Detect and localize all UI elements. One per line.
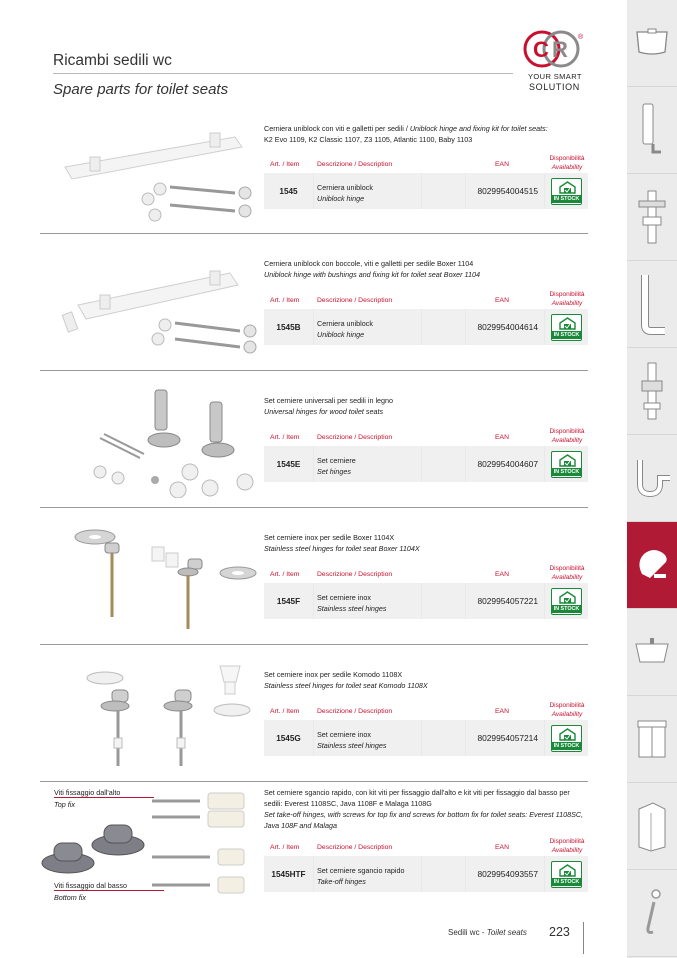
product-description — [264, 669, 592, 691]
footer-divider — [583, 922, 584, 954]
sidebar-item-flush-pipe[interactable] — [627, 87, 677, 174]
bottom-fix-label-en: Bottom fix — [54, 893, 86, 902]
product-description — [264, 532, 592, 554]
row-description-en: Stainless steel hinges — [317, 741, 387, 750]
warehouse-icon — [559, 181, 576, 194]
in-stock-label: IN STOCK — [553, 331, 580, 338]
sink-icon — [632, 636, 672, 668]
header-avail-it: Disponibilità — [549, 702, 585, 709]
row-description — [314, 446, 421, 482]
svg-text:®: ® — [578, 34, 584, 41]
availability-cell — [545, 173, 588, 209]
in-stock-badge — [551, 588, 582, 615]
product-section-1545e — [40, 370, 588, 507]
product-description — [264, 787, 590, 831]
header-art: Art. / Item — [270, 708, 300, 715]
logo-tagline-2: SOLUTION — [529, 82, 580, 92]
vanity-cabinet-icon — [634, 717, 670, 761]
sidebar-item-shower[interactable] — [627, 783, 677, 870]
header-ean: EAN — [495, 434, 509, 441]
header-availability — [544, 155, 590, 172]
description-it: Set cerniere inox per sedile Komodo 1108X — [264, 670, 403, 679]
row-description-it: Set cerniere inox — [317, 730, 371, 739]
row-description-en: Stainless steel hinges — [317, 604, 387, 613]
warehouse-icon — [559, 317, 576, 330]
blank-cell — [422, 309, 465, 345]
header-art: Art. / Item — [270, 844, 300, 851]
article-code: 1545HTF — [264, 856, 313, 892]
footer-section-en: Toilet seats — [486, 928, 527, 937]
header-avail-it: Disponibilità — [549, 838, 585, 845]
ean-code: 8029954004614 — [466, 309, 544, 345]
header-avail-en: Availability — [551, 573, 583, 581]
header-art: Art. / Item — [270, 434, 300, 441]
description-en: Universal hinges for wood toilet seats — [264, 407, 384, 416]
product-section-1545htf — [40, 781, 588, 911]
header-description: Descrizione / Description — [317, 297, 393, 304]
description-it: Set cerniere inox per sedile Boxer 1104X — [264, 533, 395, 542]
warehouse-icon — [559, 454, 576, 467]
table-row — [264, 856, 588, 892]
blank-cell — [422, 583, 465, 619]
description-it: Cerniera uniblock con viti e galletti per sedili / — [264, 124, 410, 133]
table-row — [264, 309, 588, 345]
sidebar-item-siphon[interactable] — [627, 435, 677, 522]
logo-tagline-1: YOUR SMART — [528, 72, 582, 81]
article-code: 1545E — [264, 446, 313, 482]
header-avail-it: Disponibilità — [549, 565, 585, 572]
ean-code: 8029954057221 — [466, 583, 544, 619]
article-code: 1545G — [264, 720, 313, 756]
blank-cell — [422, 446, 465, 482]
header-avail-en: Availability — [551, 846, 583, 854]
footer-section — [448, 928, 527, 937]
flush-valve-icon — [637, 359, 667, 423]
article-code: 1545 — [264, 173, 313, 209]
page-number: 223 — [549, 925, 570, 939]
description-it-line2: K2 Evo 1109, K2 Classic 1107, Z3 1105, Atlantic 1100, Baby 1103 — [264, 135, 473, 144]
siphon-icon — [632, 456, 672, 500]
header-description: Descrizione / Description — [317, 708, 393, 715]
uniblock-hinge-bushings-image — [60, 243, 260, 361]
in-stock-badge — [551, 725, 582, 752]
sidebar-item-toilet-seats[interactable] — [627, 522, 677, 609]
table-row — [264, 173, 588, 209]
header-description: Descrizione / Description — [317, 434, 393, 441]
availability-cell — [545, 856, 588, 892]
sidebar-item-sink[interactable] — [627, 609, 677, 696]
in-stock-label: IN STOCK — [553, 742, 580, 749]
stainless-hinges-boxer-image — [60, 517, 260, 635]
bottom-fix-callout-line — [54, 890, 164, 891]
product-description — [264, 258, 592, 280]
product-description — [264, 123, 592, 145]
row-description-en: Take-off hinges — [317, 877, 366, 886]
header-availability — [544, 702, 590, 719]
toilet-seat-icon — [634, 548, 670, 582]
blank-cell — [422, 720, 465, 756]
row-description — [314, 856, 421, 892]
description-en: Set take-off hinges, with screws for top fix and screws for bottom fix for toilet seats: Everest 1108SC, Java 108F and Malaga — [264, 810, 584, 830]
in-stock-label: IN STOCK — [553, 195, 580, 202]
row-description-it: Set cerniere — [317, 456, 356, 465]
header-divider — [53, 73, 513, 74]
footer-section-it: Sedili wc - — [448, 928, 487, 937]
ean-code: 8029954057214 — [466, 720, 544, 756]
row-description — [314, 583, 421, 619]
warehouse-icon — [559, 864, 576, 877]
header-ean: EAN — [495, 297, 509, 304]
header-avail-en: Availability — [551, 299, 583, 307]
page-subtitle: Spare parts for toilet seats — [53, 81, 229, 98]
header-ean: EAN — [495, 844, 509, 851]
svg-text:C: C — [533, 37, 549, 62]
in-stock-label: IN STOCK — [553, 605, 580, 612]
row-description-it: Cerniera uniblock — [317, 183, 373, 192]
svg-text:R: R — [552, 37, 568, 62]
row-description-en: Set hinges — [317, 467, 351, 476]
in-stock-badge — [551, 178, 582, 205]
header-avail-en: Availability — [551, 710, 583, 718]
header-art: Art. / Item — [270, 297, 300, 304]
stainless-hinges-komodo-image — [60, 654, 260, 772]
uniblock-hinge-image — [60, 107, 260, 225]
cistern-icon — [634, 28, 670, 58]
in-stock-label: IN STOCK — [553, 468, 580, 475]
cr-logo-mark — [523, 30, 585, 68]
universal-hinges-image — [60, 380, 260, 498]
sidebar-item-bend-pipe[interactable] — [627, 261, 677, 348]
description-it: Set cerniere universali per sedili in legno — [264, 396, 394, 405]
sidebar-item-vanity[interactable] — [627, 696, 677, 783]
shower-enclosure-icon — [635, 799, 669, 853]
header-availability — [544, 428, 590, 445]
availability-cell — [545, 446, 588, 482]
ean-code: 8029954093557 — [466, 856, 544, 892]
category-sidebar — [627, 0, 677, 958]
header-description: Descrizione / Description — [317, 571, 393, 578]
table-row — [264, 446, 588, 482]
product-section-1545b — [40, 233, 588, 370]
top-fix-label-en: Top fix — [54, 800, 75, 809]
availability-cell — [545, 583, 588, 619]
header-avail-it: Disponibilità — [549, 428, 585, 435]
sidebar-item-flush-valve[interactable] — [627, 348, 677, 435]
row-description-en: Uniblock hinge — [317, 330, 365, 339]
header-avail-it: Disponibilità — [549, 291, 585, 298]
row-description-it: Set cerniere sgancio rapido — [317, 866, 405, 875]
section-divider — [40, 507, 588, 508]
row-description-it: Cerniera uniblock — [317, 319, 373, 328]
article-code: 1545F — [264, 583, 313, 619]
row-description-it: Set cerniere inox — [317, 593, 371, 602]
sidebar-item-info[interactable] — [627, 870, 677, 957]
in-stock-badge — [551, 314, 582, 341]
description-en: Uniblock hinge and fixing kit for toilet seats: — [409, 124, 548, 133]
header-art: Art. / Item — [270, 571, 300, 578]
brand-logo — [520, 30, 590, 94]
in-stock-label: IN STOCK — [553, 878, 580, 885]
fill-valve-icon — [635, 187, 669, 247]
header-description: Descrizione / Description — [317, 844, 393, 851]
header-art: Art. / Item — [270, 161, 300, 168]
header-description: Descrizione / Description — [317, 161, 393, 168]
product-section-1545g — [40, 644, 588, 781]
availability-cell — [545, 309, 588, 345]
description-it: Cerniera uniblock con boccole, viti e galletti per sedile Boxer 1104 — [264, 259, 474, 268]
header-availability — [544, 291, 590, 308]
row-description — [314, 309, 421, 345]
header-ean: EAN — [495, 571, 509, 578]
in-stock-badge — [551, 861, 582, 888]
section-divider — [40, 370, 588, 371]
info-icon — [640, 888, 664, 938]
blank-cell — [422, 173, 465, 209]
section-divider — [40, 644, 588, 645]
flush-pipe-icon — [637, 100, 667, 160]
header-ean: EAN — [495, 161, 509, 168]
ean-code: 8029954004515 — [466, 173, 544, 209]
top-fix-label-it: Viti fissaggio dall'alto — [54, 788, 121, 797]
header-ean: EAN — [495, 708, 509, 715]
page-title: Ricambi sedili wc — [53, 52, 172, 69]
article-code: 1545B — [264, 309, 313, 345]
blank-cell — [422, 856, 465, 892]
header-availability — [544, 838, 590, 855]
header-avail-en: Availability — [551, 436, 583, 444]
bottom-fix-label-it: Viti fissaggio dal basso — [54, 881, 127, 890]
table-row — [264, 720, 588, 756]
section-divider — [40, 233, 588, 234]
ean-code: 8029954004607 — [466, 446, 544, 482]
header-availability — [544, 565, 590, 582]
section-divider — [40, 781, 588, 782]
header-avail-en: Availability — [551, 163, 583, 171]
product-section-1545 — [40, 97, 588, 233]
sidebar-item-fill-valve[interactable] — [627, 174, 677, 261]
table-row — [264, 583, 588, 619]
description-en: Uniblock hinge with bushings and fixing kit for toilet seat Boxer 1104 — [264, 270, 481, 279]
sidebar-item-cistern[interactable] — [627, 0, 677, 87]
product-description — [264, 395, 592, 417]
header-avail-it: Disponibilità — [549, 155, 585, 162]
description-it: Set cerniere sgancio rapido, con kit viti per fissaggio dall'alto e kit viti per fissaggio dal basso per sedili: Everest 1108SC, Java 1108F e Malaga 1108G — [264, 788, 570, 808]
row-description — [314, 173, 421, 209]
top-fix-callout-line — [54, 797, 154, 798]
description-en: Stainless steel hinges for toilet seat Komodo 1108X — [264, 681, 428, 690]
description-en: Stainless steel hinges for toilet seat Boxer 1104X — [264, 544, 420, 553]
in-stock-badge — [551, 451, 582, 478]
row-description — [314, 720, 421, 756]
row-description-en: Uniblock hinge — [317, 194, 365, 203]
warehouse-icon — [559, 591, 576, 604]
product-section-1545f — [40, 507, 588, 644]
availability-cell — [545, 720, 588, 756]
bend-pipe-icon — [635, 271, 669, 337]
warehouse-icon — [559, 728, 576, 741]
